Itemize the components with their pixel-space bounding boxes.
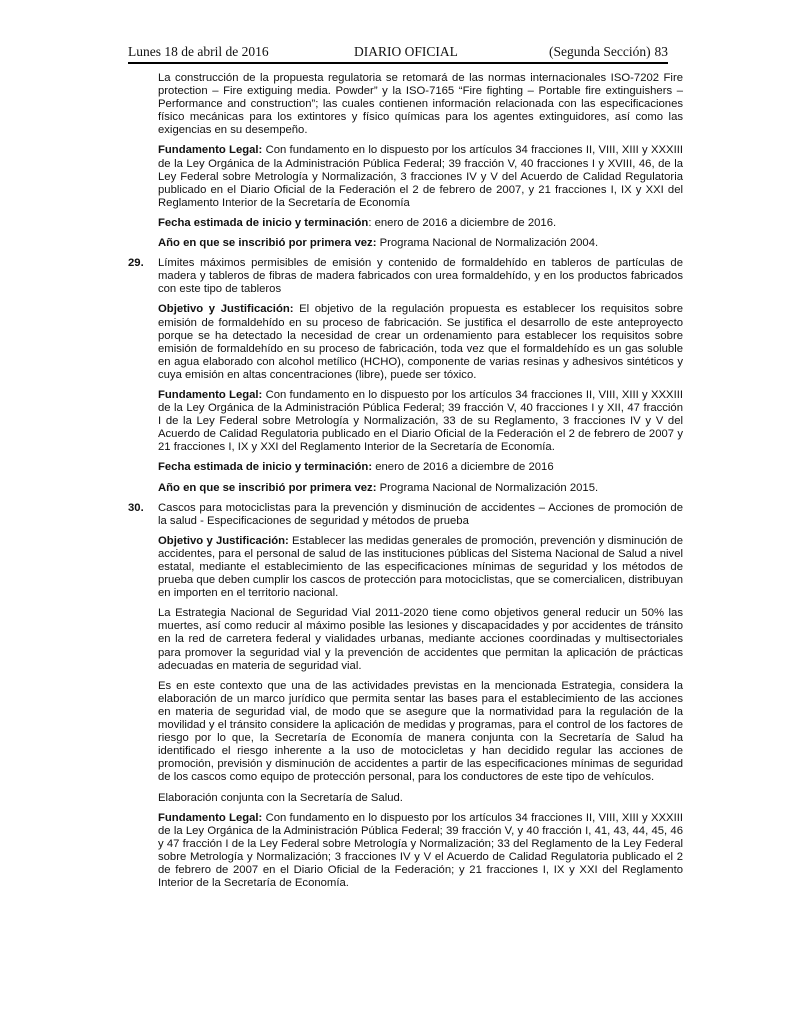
- fundamento-label: Fundamento Legal:: [158, 144, 263, 157]
- objetivo-text: Establecer las medidas generales de promoción, prevención y disminución de accidentes, para el personal de salud de las instituciones públicas del Sistema Nacional de Salud a nivel estatal, mediante el establecimiento de las especificaciones mínimas de seguridad y los métodos de prueba que deben cumplir los cascos de protección para motociclistas, que se comercialicen, distribuyan en importen en el territorio nacional.: [158, 534, 683, 600]
- item-number: 30.: [128, 501, 144, 514]
- ano-label: Año en que se inscribió por primera vez:: [158, 237, 377, 250]
- fundamento-paragraph: [158, 144, 683, 209]
- item-title: Cascos para motociclistas para la prevención y disminución de accidentes – Acciones de promoción de la salud - Especificaciones de seguridad y métodos de prueba: [158, 501, 683, 527]
- objetivo-label: Objetivo y Justificación:: [158, 534, 289, 547]
- objetivo-label: Objetivo y Justificación:: [158, 303, 294, 316]
- ano-text: Programa Nacional de Normalización 2004.: [376, 237, 599, 250]
- fecha-label: Fecha estimada de inicio y terminación:: [158, 461, 373, 474]
- item29-fundamento-paragraph: [158, 389, 683, 454]
- header-date: Lunes 18 de abril de 2016: [128, 44, 269, 59]
- item30-estrategia-paragraph: [158, 607, 683, 672]
- item29-ano-paragraph: [158, 482, 683, 495]
- fecha-label: Fecha estimada de inicio y terminación: [158, 216, 369, 229]
- item30-fundamento-paragraph: [158, 812, 683, 891]
- page-header: [128, 44, 668, 62]
- objetivo-text: El objetivo de la regulación propuesta es establecer los requisitos sobre emisión de formaldehído en su proceso de fabricación. Se justifica el desarrollo de este anteproyecto porque se ha detectado la necesidad de crear un ordenamiento para establecer los requisitos sobre emisión de formaldehído en su proceso de fabricación, toda vez que el formaldehído es un gas soluble en agua elaborado con alcohol metílico (HCHO), componente de varias resinas y adhesivos sintéticos y cuya emisión en altas concentraciones (libre), puede ser tóxico.: [158, 303, 683, 381]
- header-section: (Segunda Sección): [549, 44, 651, 59]
- list-item-29: [128, 257, 683, 296]
- ano-text: Programa Nacional de Normalización 2015.: [376, 481, 599, 494]
- intro-paragraph: [158, 72, 683, 137]
- intro-text: La construcción de la propuesta regulatoria se retomará de las normas internacionales ISO-7202 Fire protection – Fire extiguing media. Powder” y la ISO-7165 “Fire fighting – Portable fire extinguishers – Performance and construction”; las cuales contienen información relacionada con las especificaciones físico mecánicas para los extintores y físico químicas para los agentes extinguidores, así como las exigencias en su desempeño.: [158, 72, 683, 137]
- elaboracion-text: Elaboración conjunta con la Secretaría de Salud.: [158, 791, 403, 804]
- fecha-text: enero de 2016 a diciembre de 2016: [372, 461, 554, 474]
- item29-objetivo-paragraph: [158, 303, 683, 382]
- fundamento-text: Con fundamento en lo dispuesto por los artículos 34 fracciones II, VIII, XIII y XXXIII de la Ley Orgánica de la Administración Pública Federal; 39 fracción V, y 40 fracción I, 41, 43, 44, 45, 46 y 47 fracción I de la Ley Federal sobre Metrología y Normalización; 33 del Reglamento de la Ley Federal sobre Metrología y Normalización; 3 fracciones IV y V el Acuerdo de Calidad Regulatoria publicado el 2 de febrero de 2007 en el Diario Oficial de la Federación; y 21 fracciones I, IX y XXI del Reglamento Interior de la Secretaría de Economía.: [158, 811, 683, 890]
- item29-fecha-paragraph: [158, 461, 683, 474]
- fundamento-text: Con fundamento en lo dispuesto por los artículos 34 fracciones II, VIII, XIII y XXXIII de la Ley Orgánica de la Administración Pública Federal; 39 fracción V, 40 fracciones I y XII, 47 fracción I de la Ley Federal sobre Metrología y Normalización, 33 de su Reglamento, 3 fracciones IV y V del Acuerdo de Calidad Regulatoria publicado en el Diario Oficial de la Federación el 2 de febrero de 2007 y 21 fracciones I, IX y XXI del Reglamento Interior de la Secretaría de Economía.: [158, 388, 683, 454]
- item30-contexto-paragraph: [158, 680, 683, 785]
- contexto-text: Es en este contexto que una de las actividades previstas en la mencionada Estrategia, considera la elaboración de un marco jurídico que permita sentar las bases para el establecimiento de las acciones en materia de seguridad vial, de modo que se asegure que la normatividad para la regulación de la movilidad y el tránsito considere la aplicación de medidas y programas, para el control de los factores de riesgo por lo que, la Secretaría de Economía de manera conjunta con la Secretaría de Salud ha identificado el riesgo inherente a la uso de motocicletas y han decidido regular las acciones de promoción, previsión y disminución de accidentes a partir de las especificaciones mínimas de seguridad de los cascos como equipo de protección personal, para los conductores de este tipo de vehículos.: [158, 679, 683, 784]
- fecha-paragraph: [158, 217, 683, 230]
- header-title: DIARIO OFICIAL: [354, 44, 458, 59]
- item30-elaboracion-paragraph: [158, 792, 683, 805]
- item-title: Límites máximos permisibles de emisión y contenido de formaldehído en tableros de partículas de madera y tableros de fibras de madera fabricados con urea formaldehído, y en los productos fabricados con este tipo de tableros: [158, 257, 683, 296]
- item30-objetivo-paragraph: [158, 535, 683, 600]
- document-body: [128, 72, 683, 897]
- item-number: 29.: [128, 257, 144, 270]
- list-item-30: [128, 501, 683, 528]
- estrategia-text: La Estrategia Nacional de Seguridad Vial 2011-2020 tiene como objetivos general reducir un 50% las muertes, así como reducir al máximo posible las lesiones y discapacidades y por accidentes de tránsito en la red de carretera federal y vialidades urbanas, mediante acciones coordinadas y multisectoriales para promover la seguridad vial y la prevención de accidentes que permitan la aplicación de prácticas adecuadas en materia de seguridad vial.: [158, 607, 683, 672]
- ano-label: Año en que se inscribió por primera vez:: [158, 481, 377, 494]
- fecha-text: : enero de 2016 a diciembre de 2016.: [368, 216, 557, 229]
- fundamento-label: Fundamento Legal:: [158, 388, 263, 401]
- ano-paragraph: [158, 237, 683, 250]
- header-page-number: 83: [654, 44, 668, 59]
- fundamento-label: Fundamento Legal:: [158, 811, 263, 824]
- header-rule: [128, 62, 668, 64]
- fundamento-text: Con fundamento en lo dispuesto por los artículos 34 fracciones II, VIII, XIII y XXXIII de la Ley Orgánica de la Administración Pública Federal; 39 fracción V, 40 fracciones I y XVIII, 46, de la Ley Federal sobre Metrología y Normalización, 3 fracciones IV y V del Acuerdo de Calidad Regulatoria publicado en el Diario Oficial de la Federación el 2 de febrero de 2007, y 21 fracciones I, IX y XXI del Reglamento Interior de la Secretaría de Economía: [158, 144, 683, 209]
